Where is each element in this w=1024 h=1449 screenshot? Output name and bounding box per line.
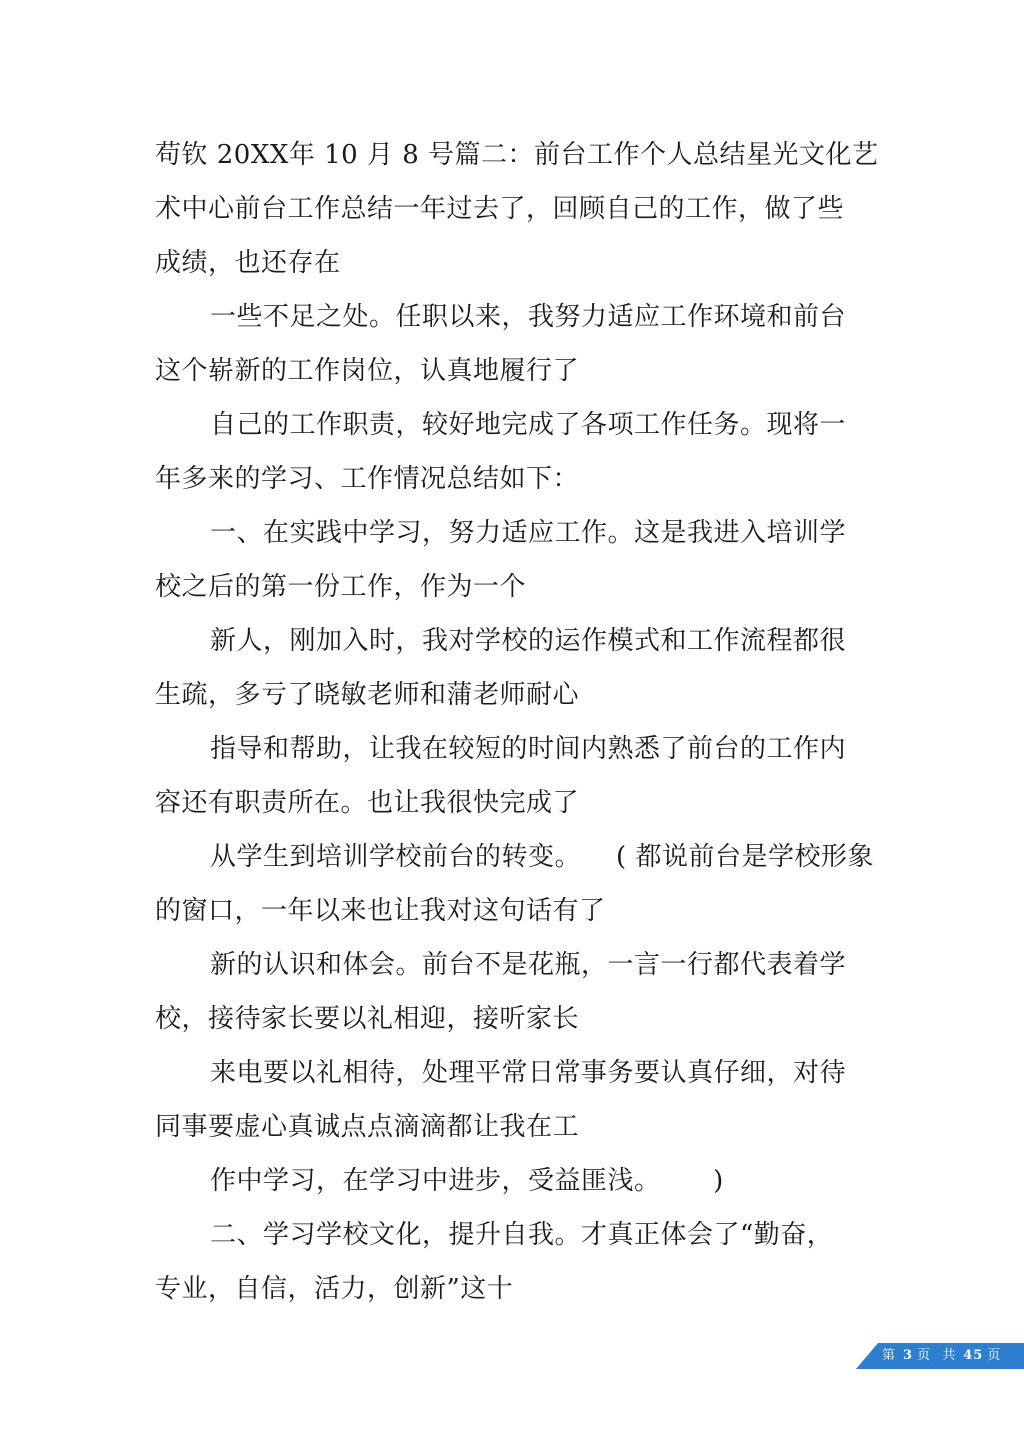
text-line: 专业，自信，活力，创新”这十 [155,1274,514,1304]
text-line: 术中心前台工作总结一年过去了，回顾自己的工作，做了些 [155,194,845,224]
text-line: 苟钦 20XX年 10 月 8 号篇二：前台工作个人总结星光文化艺 [155,140,879,170]
text-line: 自己的工作职责，较好地完成了各项工作任务。现将一 [210,410,847,440]
text-line: 这个崭新的工作岗位，认真地履行了 [155,356,580,386]
page-suffix: 页 [987,1348,1005,1363]
text-line: 从学生到培训学校前台的转变。 ( 都说前台是学校形象 [210,842,874,872]
text-line: 指导和帮助，让我在较短的时间内熟悉了前台的工作内 [210,734,847,764]
total-page-number: 45 [963,1348,984,1363]
text-line: 年多来的学习、工作情况总结如下： [155,464,580,494]
text-line: 校，接待家长要以礼相迎，接听家长 [155,1004,580,1034]
text-line: 成绩，也还存在 [155,248,341,278]
page-prefix: 第 [882,1348,900,1363]
text-line: 二、学习学校文化，提升自我。才真正体会了“勤奋， [210,1220,834,1250]
text-line: 校之后的第一份工作，作为一个 [155,572,527,602]
current-page-number: 3 [903,1348,914,1363]
text-line: 生疏，多亏了晓敏老师和蒲老师耐心 [155,680,580,710]
text-line: 新人，刚加入时，我对学校的运作模式和工作流程都很 [210,626,847,656]
text-line: 来电要以礼相待，处理平常日常事务要认真仔细，对待 [210,1058,847,1088]
text-line: 一些不足之处。任职以来，我努力适应工作环境和前台 [210,302,847,332]
text-line: 同事要虚心真诚点点滴滴都让我在工 [155,1112,580,1142]
text-line: 新的认识和体会。前台不是花瓶，一言一行都代表着学 [210,950,847,980]
page-number-text [882,1345,1004,1367]
page-middle: 页 共 [917,1348,960,1363]
text-line: 一、在实践中学习，努力适应工作。这是我进入培训学 [210,518,847,548]
text-line: 的窗口，一年以来也让我对这句话有了 [155,896,606,926]
text-line: 作中学习，在学习中进步，受益匪浅。 ) [210,1166,724,1196]
text-line: 容还有职责所在。也让我很快完成了 [155,788,580,818]
document-body [155,128,879,1316]
page-number-footer [856,1343,1024,1369]
